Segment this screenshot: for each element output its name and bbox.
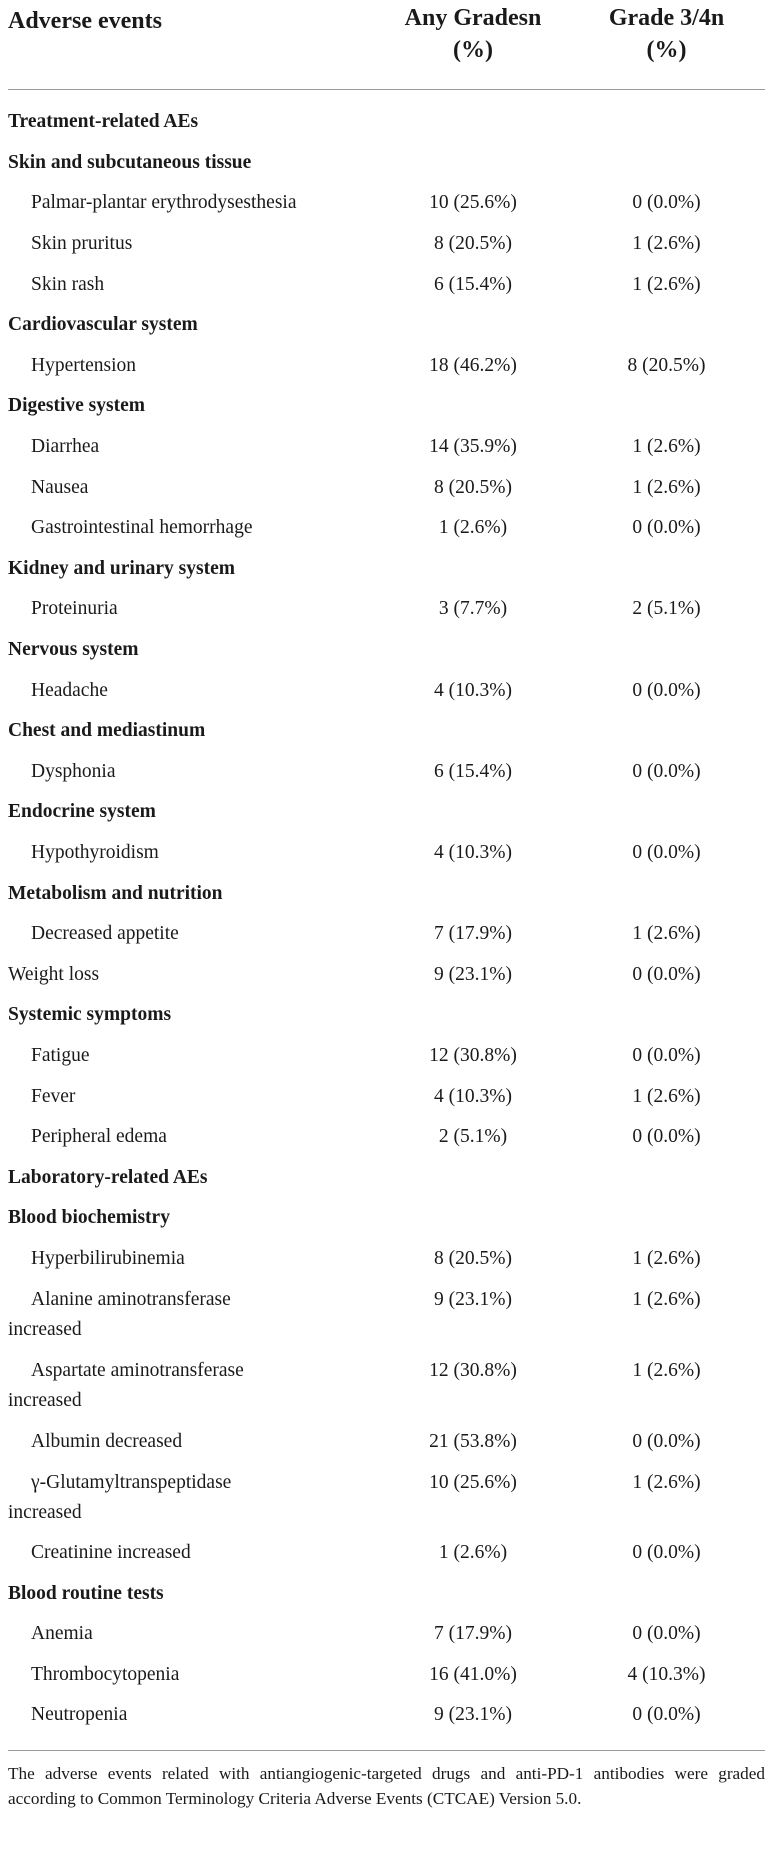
table-row	[8, 833, 765, 874]
event-label: Diarrhea	[31, 436, 100, 458]
event-label: Hypertension	[31, 354, 137, 376]
any-grade-value: 21 (53.8%)	[429, 1430, 517, 1452]
event-label: Neutropenia	[31, 1704, 128, 1726]
section-label: Chest and mediastinum	[8, 720, 206, 742]
header-grade-3-4-line2: (%)	[646, 37, 687, 63]
grade-3-4-value: 0 (0.0%)	[632, 1704, 701, 1726]
section-header-row	[8, 102, 765, 143]
event-label: Peripheral edema	[31, 1126, 167, 1148]
table-row	[8, 1279, 765, 1350]
table-header	[8, 0, 765, 90]
event-label: Anemia	[31, 1623, 93, 1645]
section-label: Kidney and urinary system	[8, 557, 235, 579]
any-grade-value: 8 (20.5%)	[434, 233, 512, 255]
grade-3-4-value: 4 (10.3%)	[627, 1663, 706, 1685]
table-row	[8, 1462, 765, 1533]
grade-3-4-value: 0 (0.0%)	[632, 963, 701, 985]
grade-3-4-value: 0 (0.0%)	[632, 1430, 701, 1452]
section-header-row	[8, 1573, 765, 1614]
event-label: Creatinine increased	[31, 1542, 191, 1564]
event-label: Weight loss	[8, 963, 100, 985]
section-label: Metabolism and nutrition	[8, 882, 223, 904]
table-row	[8, 589, 765, 630]
table-row	[8, 508, 765, 549]
table-row	[8, 1695, 765, 1736]
event-label: Nausea	[31, 476, 89, 498]
event-label: Hyperbilirubinemia	[31, 1247, 185, 1269]
table-row	[8, 1117, 765, 1158]
event-label: Skin rash	[31, 273, 105, 295]
grade-3-4-value: 1 (2.6%)	[632, 1289, 701, 1311]
grade-3-4-value: 0 (0.0%)	[632, 679, 701, 701]
section-label: Digestive system	[8, 395, 146, 417]
header-grade-3-4	[568, 2, 765, 66]
section-header-row	[8, 1198, 765, 1239]
any-grade-value: 8 (20.5%)	[434, 1247, 512, 1269]
any-grade-value: 18 (46.2%)	[429, 354, 517, 376]
event-label-line2: increased	[8, 1319, 82, 1341]
grade-3-4-value: 8 (20.5%)	[627, 354, 706, 376]
grade-3-4-value: 0 (0.0%)	[632, 517, 701, 539]
section-header-row	[8, 386, 765, 427]
event-label: Fever	[31, 1085, 76, 1107]
header-any-grades-line2: (%)	[453, 37, 493, 63]
any-grade-value: 9 (23.1%)	[434, 963, 512, 985]
section-label: Blood biochemistry	[8, 1207, 170, 1229]
any-grade-value: 14 (35.9%)	[429, 436, 517, 458]
section-header-row	[8, 1157, 765, 1198]
any-grade-value: 1 (2.6%)	[438, 517, 508, 539]
table-row	[8, 1655, 765, 1696]
table-row	[8, 1614, 765, 1655]
section-header-row	[8, 143, 765, 184]
table-row	[8, 1533, 765, 1574]
event-label-line1: γ-Glutamyltranspeptidase	[31, 1471, 232, 1493]
any-grade-value: 9 (23.1%)	[434, 1289, 512, 1311]
table-row	[8, 670, 765, 711]
table-row	[8, 224, 765, 265]
event-label: Hypothyroidism	[31, 841, 159, 863]
table-footnote: The adverse events related with antiangiogenic-targeted drugs and anti-PD-1 antibodies were graded according to Common Terminology Criteria Adverse Events (CTCAE) Version 5.0.	[8, 1763, 765, 1808]
grade-3-4-value: 1 (2.6%)	[632, 1085, 701, 1107]
grade-3-4-value: 0 (0.0%)	[632, 1044, 701, 1066]
event-label: Gastrointestinal hemorrhage	[31, 517, 253, 539]
table-row	[8, 1421, 765, 1462]
event-label: Decreased appetite	[31, 923, 179, 945]
section-label: Cardiovascular system	[8, 314, 198, 336]
any-grade-value: 6 (15.4%)	[434, 760, 512, 782]
section-header-row	[8, 305, 765, 346]
any-grade-value: 12 (30.8%)	[429, 1360, 517, 1382]
section-label: Skin and subcutaneous tissue	[8, 151, 252, 173]
grade-3-4-value: 1 (2.6%)	[632, 233, 701, 255]
section-header-row	[8, 630, 765, 671]
table-row	[8, 346, 765, 387]
any-grade-value: 4 (10.3%)	[434, 1085, 512, 1107]
event-label-line1: Alanine aminotransferase	[31, 1289, 231, 1311]
section-label: Blood routine tests	[8, 1582, 164, 1604]
section-label: Nervous system	[8, 639, 139, 661]
event-label: Palmar-plantar erythrodysesthesia	[31, 192, 297, 214]
event-label-line1: Aspartate aminotransferase	[31, 1360, 244, 1382]
event-label: Fatigue	[31, 1044, 90, 1066]
event-label: Thrombocytopenia	[31, 1663, 180, 1685]
any-grade-value: 1 (2.6%)	[438, 1542, 508, 1564]
any-grade-value: 16 (41.0%)	[429, 1663, 517, 1685]
section-header-row	[8, 549, 765, 590]
any-grade-value: 2 (5.1%)	[438, 1126, 508, 1148]
grade-3-4-value: 0 (0.0%)	[632, 841, 701, 863]
any-grade-value: 9 (23.1%)	[434, 1704, 512, 1726]
section-header-row	[8, 792, 765, 833]
grade-3-4-value: 1 (2.6%)	[632, 1471, 701, 1493]
grade-3-4-value: 0 (0.0%)	[632, 760, 701, 782]
any-grade-value: 4 (10.3%)	[434, 841, 512, 863]
table-row	[8, 954, 765, 995]
grade-3-4-value: 1 (2.6%)	[632, 923, 701, 945]
event-label	[8, 1279, 378, 1345]
table-row	[8, 467, 765, 508]
event-label: Skin pruritus	[31, 233, 133, 255]
section-label: Endocrine system	[8, 801, 156, 823]
grade-3-4-value: 0 (0.0%)	[632, 192, 701, 214]
any-grade-value: 7 (17.9%)	[434, 923, 512, 945]
grade-3-4-value: 1 (2.6%)	[632, 1360, 701, 1382]
table-row	[8, 1076, 765, 1117]
any-grade-value: 3 (7.7%)	[438, 598, 508, 620]
header-any-grades	[378, 2, 568, 66]
any-grade-value: 10 (25.6%)	[429, 192, 517, 214]
event-label: Proteinuria	[31, 598, 118, 620]
any-grade-value: 7 (17.9%)	[434, 1623, 512, 1645]
event-label-line2: increased	[8, 1501, 82, 1523]
any-grade-value: 4 (10.3%)	[434, 679, 512, 701]
grade-3-4-value: 0 (0.0%)	[632, 1623, 701, 1645]
section-label: Systemic symptoms	[8, 1004, 172, 1026]
any-grade-value: 6 (15.4%)	[434, 273, 512, 295]
event-label	[8, 1350, 378, 1416]
any-grade-value: 8 (20.5%)	[434, 476, 512, 498]
table-body	[8, 90, 765, 1736]
table-row	[8, 1239, 765, 1280]
grade-3-4-value: 1 (2.6%)	[632, 1247, 701, 1269]
event-label: Albumin decreased	[31, 1430, 183, 1452]
section-header-row	[8, 873, 765, 914]
table-row	[8, 427, 765, 468]
table-row	[8, 914, 765, 955]
header-adverse-events: Adverse events	[8, 8, 162, 34]
section-label: Treatment-related AEs	[8, 111, 199, 133]
event-label	[8, 1462, 378, 1528]
grade-3-4-value: 1 (2.6%)	[632, 476, 701, 498]
header-grade-3-4-line1: Grade 3/4n	[608, 5, 725, 31]
header-any-grades-line1: Any Gradesn	[404, 5, 542, 31]
grade-3-4-value: 0 (0.0%)	[632, 1126, 701, 1148]
table-row	[8, 183, 765, 224]
section-label: Laboratory-related AEs	[8, 1166, 208, 1188]
any-grade-value: 10 (25.6%)	[429, 1471, 517, 1493]
event-label: Headache	[31, 679, 108, 701]
any-grade-value: 12 (30.8%)	[429, 1044, 517, 1066]
table-bottom-rule	[8, 1736, 765, 1751]
table-row	[8, 1036, 765, 1077]
event-label-line2: increased	[8, 1390, 82, 1412]
grade-3-4-value: 0 (0.0%)	[632, 1542, 701, 1564]
section-header-row	[8, 711, 765, 752]
grade-3-4-value: 1 (2.6%)	[632, 436, 701, 458]
table-row	[8, 752, 765, 793]
grade-3-4-value: 1 (2.6%)	[632, 273, 701, 295]
grade-3-4-value: 2 (5.1%)	[632, 598, 701, 620]
event-label: Dysphonia	[31, 760, 116, 782]
table-row	[8, 1350, 765, 1421]
table-row	[8, 264, 765, 305]
section-header-row	[8, 995, 765, 1036]
